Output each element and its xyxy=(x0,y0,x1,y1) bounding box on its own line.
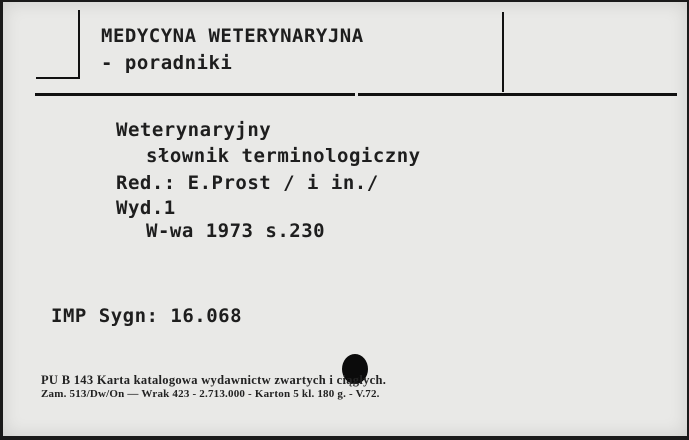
catalog-card xyxy=(3,2,687,436)
right-vertical-rule xyxy=(502,12,504,92)
entry-title-line1: Weterynaryjny xyxy=(116,119,272,141)
footer-line2: Zam. 513/Dw/On — Wrak 423 - 2.713.000 - Karton 5 kl. 180 g. - V.72. xyxy=(41,388,380,400)
footer-line1: PU B 143 Karta katalogowa wydawnictw zwartych i ciągłych. xyxy=(41,373,387,387)
heading-rule-right xyxy=(358,93,677,96)
entry-title-line2: słownik terminologiczny xyxy=(146,145,421,167)
heading-rule-left xyxy=(35,93,355,96)
corner-rule-horizontal xyxy=(36,77,80,79)
entry-editor: Red.: E.Prost / i in./ xyxy=(116,172,379,194)
subject-heading-line1: MEDYCYNA WETERYNARYJNA xyxy=(101,25,364,47)
entry-edition: Wyd.1 xyxy=(116,197,176,219)
corner-rule-vertical xyxy=(78,10,80,79)
call-number: IMP Sygn: 16.068 xyxy=(51,305,243,327)
entry-imprint: W-wa 1973 s.230 xyxy=(146,220,326,242)
subject-heading-line2: - poradniki xyxy=(101,52,233,74)
